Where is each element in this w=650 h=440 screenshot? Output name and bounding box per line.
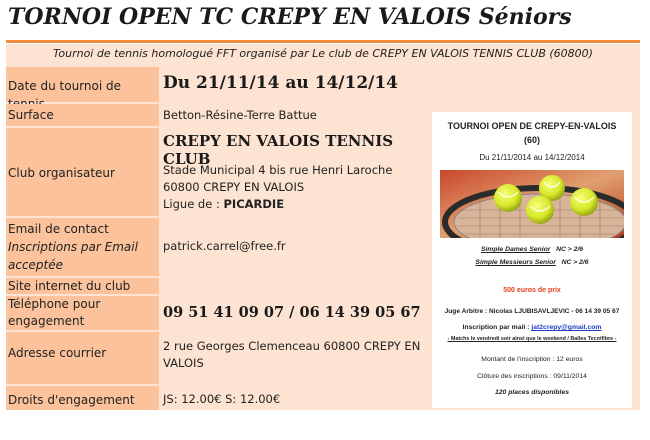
label-dates: Date du tournoi de [6, 67, 159, 102]
poster-places: 120 places disponibles [494, 389, 570, 396]
tournament-poster: TOURNOI OPEN DE CREPY-EN-VALOIS (60) Du 21/11/2014 au 14/12/2014 Simple Dames Senior NC > 2/6 Simple Messieurs Senior NC > 2/6 500 euros de prix Juge Arbitre : Nicolas LJUBISAVLJEVIC - 06 14 39 05 67 Inscription par mail : jat2crepy@gmail.com - Matchs le vendredi soir ainsi que le weekend / Balles Tecnifibre - Montant de l'inscription : 12 euros Clôture des inscriptions : 09/11/2014 120 places disponibles [432, 112, 632, 408]
dates-text: Du 21/11/14 au 14/12/14 [163, 73, 399, 93]
poster-prize: 500 euros de prix [503, 287, 561, 294]
value-postal-address: 2 rue Georges Clemenceau 60800 CREPY EN VALOIS [161, 332, 432, 384]
email-link[interactable]: patrick.carrel@free.fr [163, 239, 286, 253]
poster-title: TOURNOI OPEN DE CREPY-EN-VALOIS [447, 121, 617, 131]
value-phone [161, 296, 432, 330]
label-email: Email de contact Inscriptions par Email acceptée [6, 218, 159, 276]
poster-registration-mail: Inscription par mail : jat2crepy@gmail.com [462, 324, 602, 331]
value-surface: Betton-Résine-Terre Battue [161, 104, 432, 126]
label-surface: Surface [6, 104, 159, 126]
poster-fee: Montant de l'inscription : 12 euros [481, 356, 583, 363]
label-postal-address: Adresse courrier [6, 332, 159, 384]
value-email [161, 218, 432, 276]
value-fees: JS: 12.00€ S: 12.00€ [161, 386, 432, 410]
club-name: CREPY EN VALOIS TENNIS CLUB [163, 132, 394, 168]
label-website: Site internet du club [6, 278, 159, 294]
poster-referee: Juge Arbitre : Nicolas LJUBISAVLJEVIC - 06 14 39 05 67 [444, 308, 620, 315]
label-club: Club organisateur [6, 128, 159, 216]
label-phone: Téléphone pour engagement [6, 296, 159, 330]
row-dates [6, 67, 640, 102]
poster-dates: Du 21/11/2014 au 14/12/2014 [479, 153, 585, 162]
poster-closing: Clôture des inscriptions : 09/11/2014 [477, 373, 587, 380]
poster-mail-link[interactable]: jat2crepy@gmail.com [531, 324, 602, 331]
club-address-line2: 60800 CREPY EN VALOIS [163, 180, 305, 194]
title-underline [6, 40, 640, 43]
value-dates [161, 67, 640, 102]
phone-text: 09 51 41 09 07 / 06 14 39 05 67 [163, 304, 421, 321]
club-league: Ligue de : PICARDIE [163, 197, 285, 211]
value-website [161, 278, 432, 294]
value-club [161, 128, 432, 216]
poster-category-1: Simple Dames Senior NC > 2/6 [480, 246, 584, 253]
page-title: TORNOI OPEN TC CREPY EN VALOIS Séniors [8, 4, 572, 30]
poster-category-2: Simple Messieurs Senior NC > 2/6 [475, 259, 589, 266]
label-fees: Droits d'engagement [6, 386, 159, 410]
poster-match-info: - Matchs le vendredi soir ainsi que le weekend / Balles Tecnifibre - [447, 336, 617, 342]
club-address-line1: Stade Municipal 4 bis rue Henri Laroche [163, 163, 393, 177]
table-subtitle: Tournoi de tennis homologué FFT organisé par Le club de CREPY EN VALOIS TENNIS CLUB (60800) [53, 47, 593, 60]
tournament-info-table [6, 44, 640, 410]
tennis-balls-image [440, 170, 624, 238]
